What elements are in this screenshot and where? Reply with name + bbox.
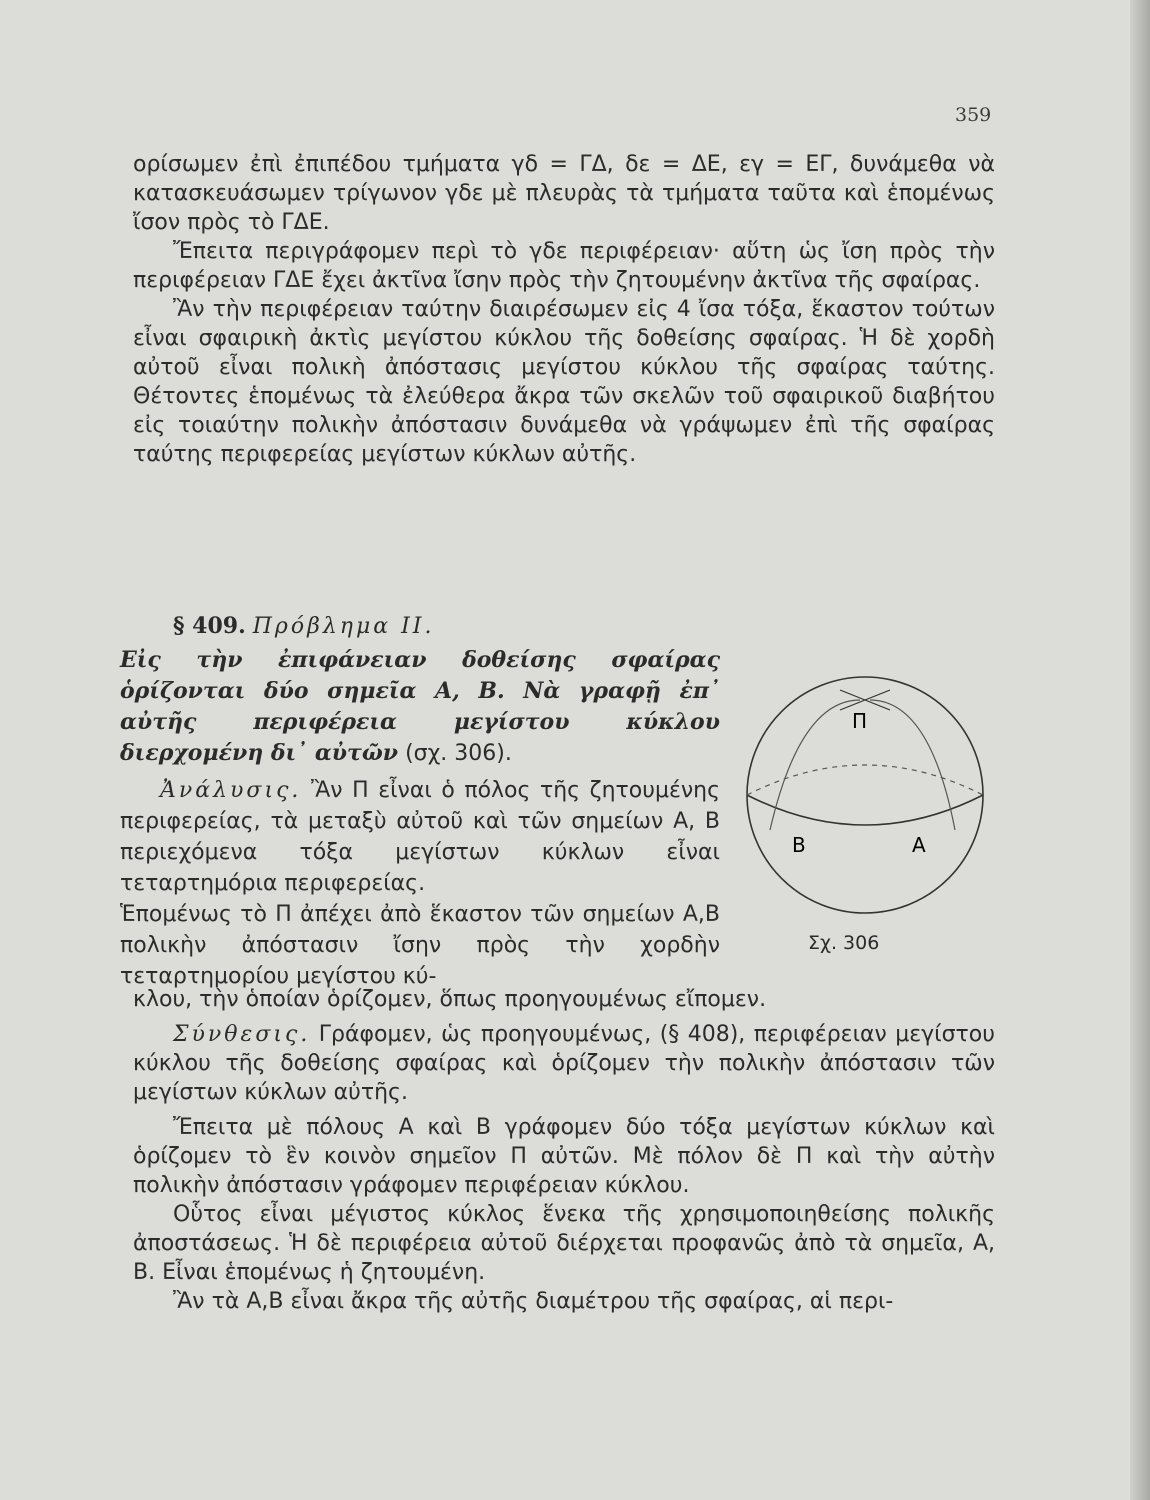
figure-caption: Σχ. 306: [808, 932, 880, 954]
figure-reference: (σχ. 306).: [405, 741, 512, 766]
page-edge: [1130, 0, 1150, 1500]
analysis-label: Ἀνάλυσις.: [160, 778, 302, 803]
analysis-end: [133, 985, 995, 1316]
top-text-block: [133, 150, 995, 469]
pole-mark: [840, 690, 890, 710]
problem-title: Πρόβλημα ΙΙ.: [252, 614, 435, 639]
sphere-figure: [740, 670, 990, 930]
analysis-text-2: Ἑπομένως τὸ Π ἀπέχει ἀπὸ ἕκαστον τῶν σημείων Α,Β πολικὴν ἀπόστασιν ἴσην πρὸς τὴν χορδὴν τεταρτημορίου μεγίστου κύ-: [120, 902, 720, 989]
synthesis-text: Γράφομεν, ὡς προηγουμένως, (§ 408), περιφέρειαν μεγίστου κύκλου τῆς δοθείσης σφαίρας καὶ ὁρίζομεν τὴν πολικὴν ἀπόστασιν τῶν μεγίστων κύκλων αὐτῆς.: [133, 1022, 995, 1105]
paragraph: Οὗτος εἶναι μέγιστος κύκλος ἕνεκα τῆς χρησιμοποιηθείσης πολικῆς ἀποστάσεως. Ἡ δὲ περιφέρεια αὐτοῦ διέρχεται προφανῶς ἀπὸ τὰ σημεῖα, Α, Β. Εἶναι ἑπομένως ἡ ζητουμένη.: [133, 1202, 995, 1285]
label-a: Α: [912, 833, 926, 857]
paragraph: Ἂν τὴν περιφέρειαν ταύτην διαιρέσωμεν εἰς 4 ἴσα τόξα, ἕκαστον τούτων εἶναι σφαιρικὴ ἀκτὶς μεγίστου κύκλου τῆς δοθείσης σφαίρας. Ἡ δὲ χορδὴ αὐτοῦ εἶναι πολικὴ ἀπόστασις μεγίστου κύκλου τῆς σφαίρας ταύτης. Θέτοντες ἑπομένως τὰ ἐλεύθερα ἄκρα τῶν σκελῶν τοῦ σφαιρικοῦ διαβήτου εἰς τοιαύτην πολικὴν ἀπόστασιν δυνάμεθα νὰ γράψωμεν ἐπὶ τῆς σφαίρας ταύτης περιφερείας μεγίστων κύκλων αὐτῆς.: [133, 297, 995, 467]
synthesis-label: Σύνθεσις.: [173, 1022, 311, 1047]
paragraph: ορίσωμεν ἐπὶ ἐπιπέδου τμήματα γδ = ΓΔ, δε = ΔΕ, εγ = ΕΓ, δυνάμεθα νὰ κατασκευάσωμεν τρίγωνον γδε μὲ πλευρὰς τὰ τμήματα ταῦτα καὶ ἑπομένως ἴσον πρὸς τὸ ΓΔΕ.: [133, 152, 995, 235]
label-b: Β: [792, 833, 806, 857]
problem-text: Εἰς τὴν ἐπιφάνειαν δοθείσης σφαίρας ὁρίζονται δύο σημεῖα Α, Β. Νὰ γραφῇ ἐπ᾽ αὐτῆς περιφέρεια μεγίστου κύκλου διερχομένη δι᾽ αὐτῶν: [120, 647, 720, 766]
problem-body: [120, 645, 720, 992]
analysis-text-3: κλου, τὴν ὁποίαν ὁρίζομεν, ὅπως προηγουμένως εἴπομεν.: [133, 987, 767, 1012]
page-number: 359: [955, 104, 992, 126]
arc-a: [870, 700, 955, 830]
paragraph: Ἔπειτα περιγράφομεν περὶ τὸ γδε περιφέρειαν· αὕτη ὡς ἴση πρὸς τὴν περιφέρειαν ΓΔΕ ἔχει ἀκτῖνα ἴσην πρὸς τὴν ζητουμένην ἀκτῖνα τῆς σφαίρας.: [133, 239, 995, 293]
great-circle-back: [747, 765, 983, 795]
paragraph: Ἔπειτα μὲ πόλους Α καὶ Β γράφομεν δύο τόξα μεγίστων κύκλων καὶ ὁρίζομεν τὸ ἓν κοινὸν σημεῖον Π αὐτῶν. Μὲ πόλον δὲ Π καὶ τὴν αὐτὴν πολικὴν ἀπόστασιν γράφομεν περιφέρειαν κύκλου.: [133, 1115, 995, 1198]
analysis-text: Ἂν Π εἶναι ὁ πόλος τῆς ζητουμένης περιφερείας, τὰ μεταξὺ αὐτοῦ καὶ τῶν σημείων Α, Β περιεχόμενα τόξα μεγίστων κύκλων εἶναι τεταρτημόρια περιφερείας.: [120, 778, 721, 896]
problem-statement: [133, 612, 995, 641]
paragraph: Ἂν τὰ Α,Β εἶναι ἄκρα τῆς αὐτῆς διαμέτρου τῆς σφαίρας, αἱ περι-: [173, 1289, 894, 1314]
label-pole: Π: [852, 709, 868, 733]
section-label: § 409.: [173, 613, 246, 639]
